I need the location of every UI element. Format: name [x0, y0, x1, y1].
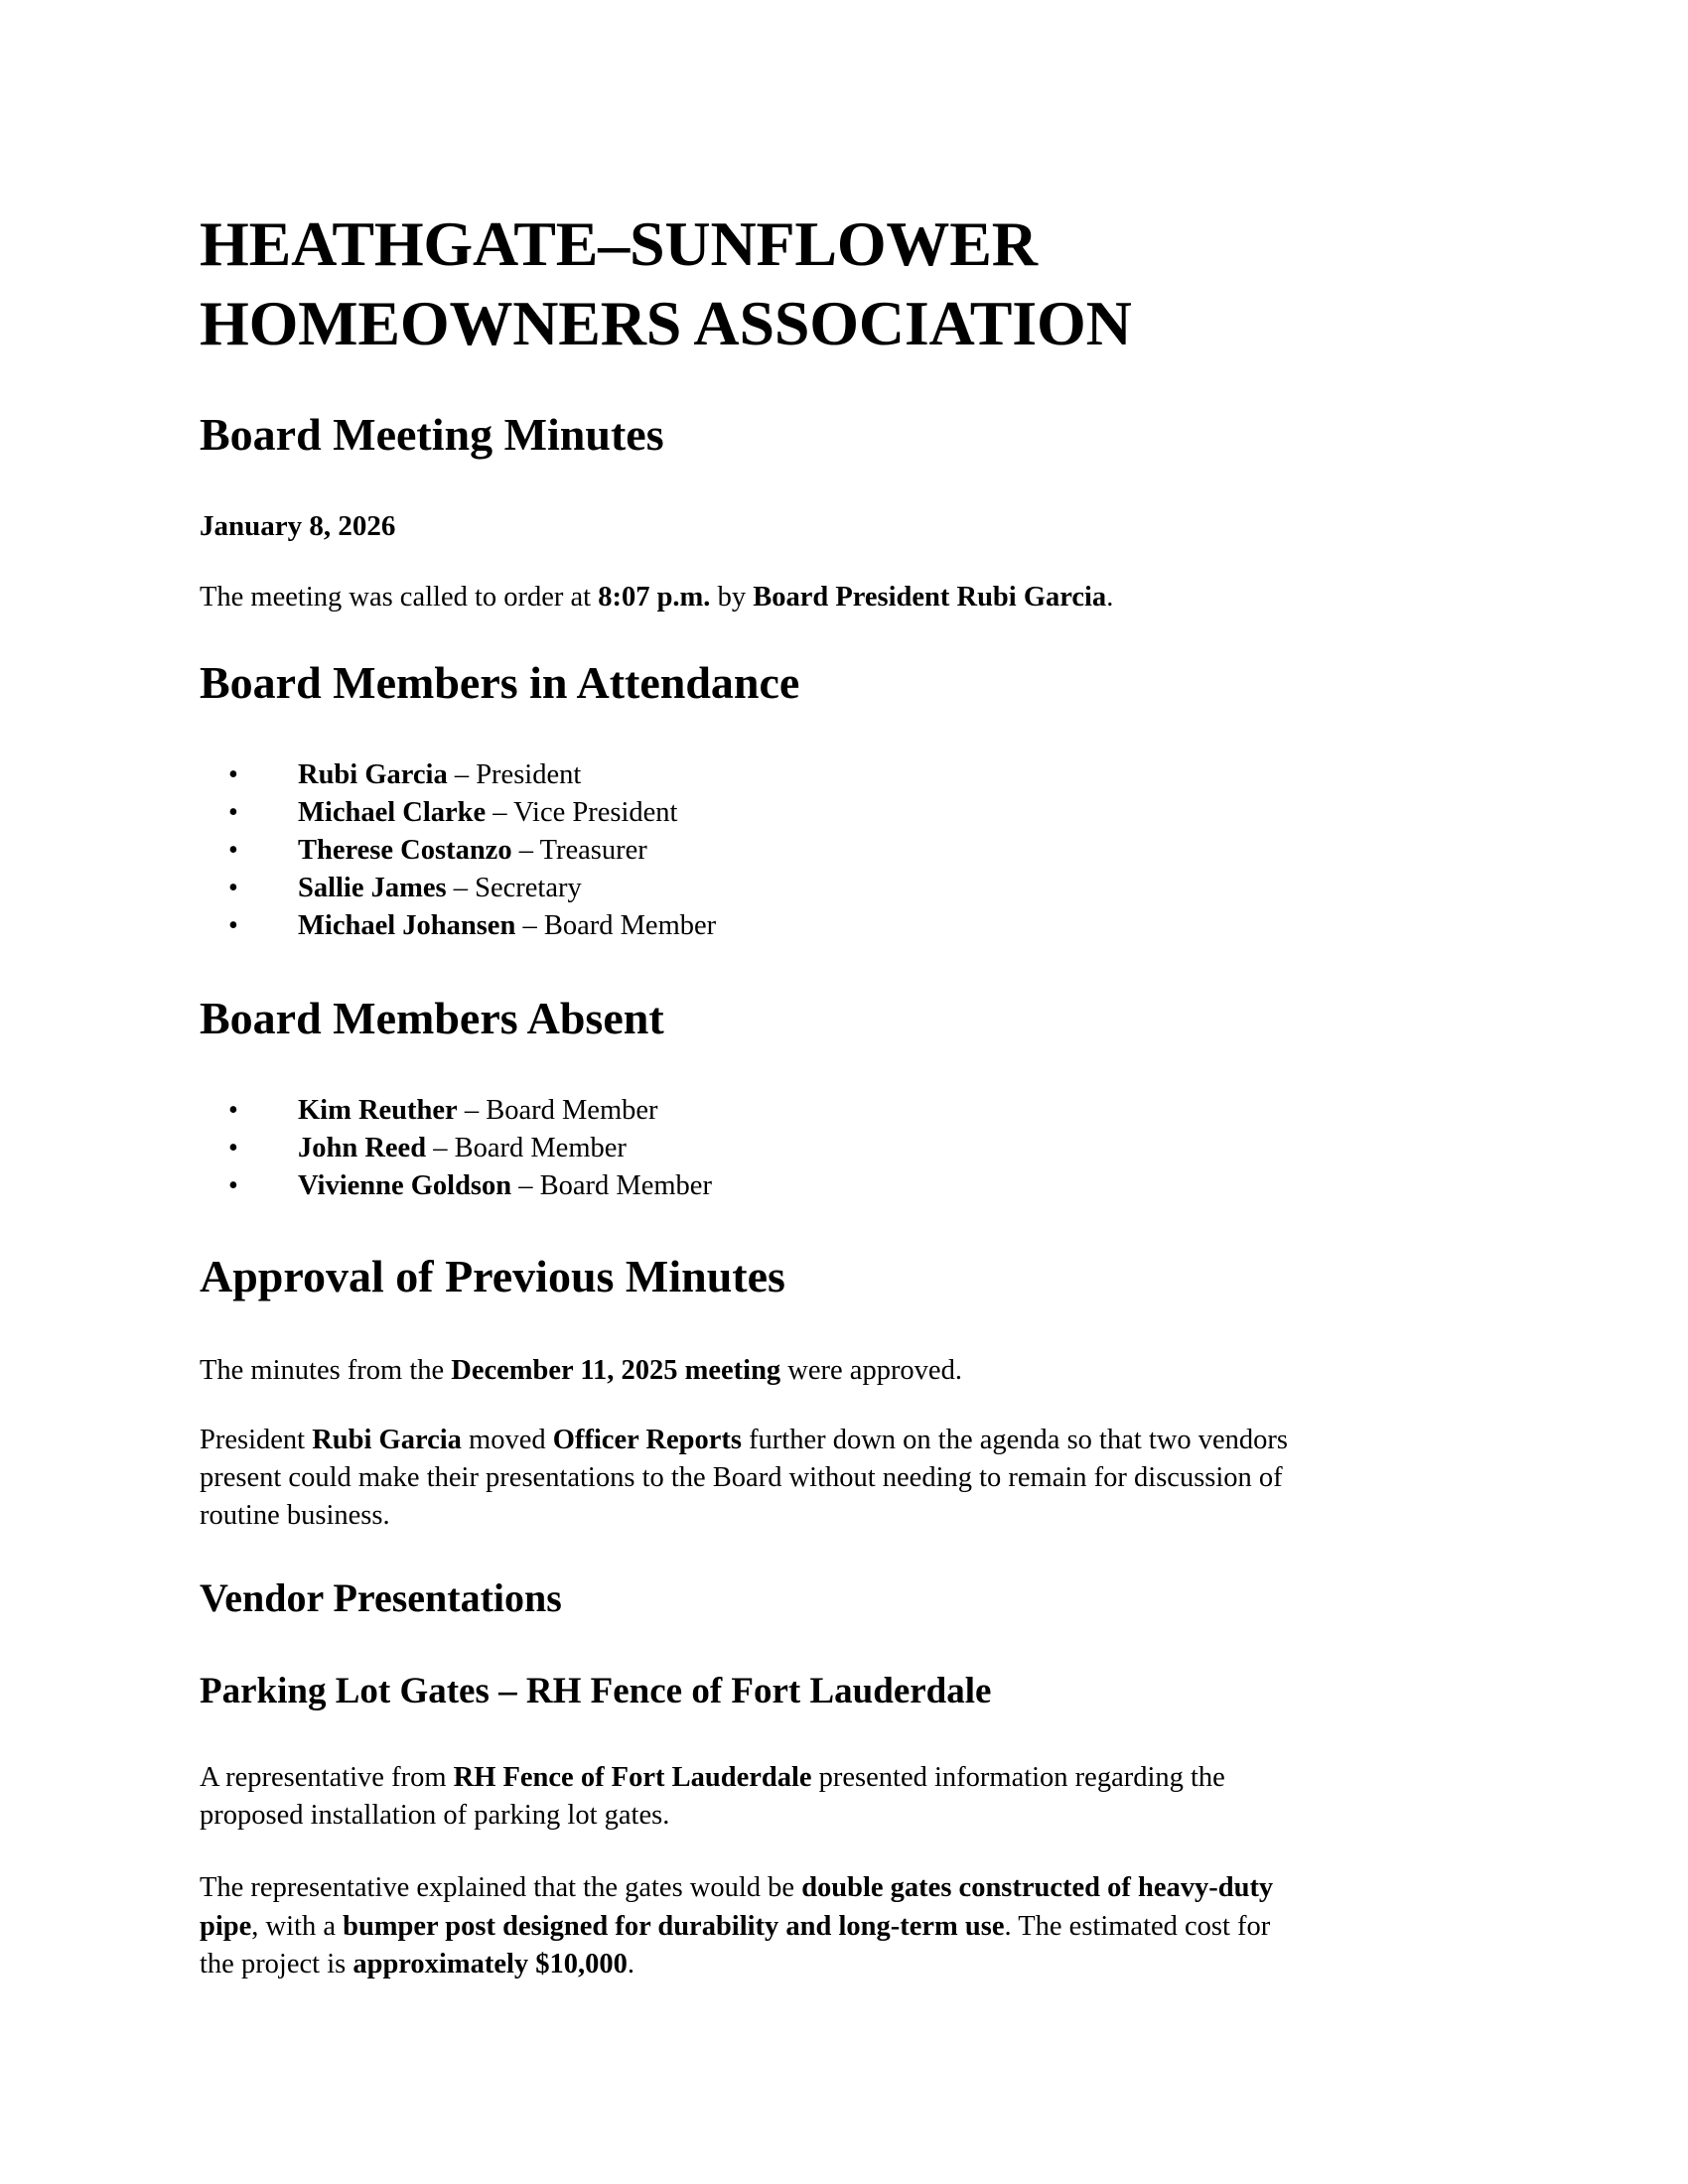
paragraph-line [200, 1913, 1270, 1942]
text-run: moved [461, 1425, 553, 1455]
paragraph-line [200, 1427, 1288, 1455]
text-run: , with a [251, 1911, 344, 1942]
member-name: John Reed [298, 1133, 427, 1163]
text-run-bold: Rubi Garcia [312, 1425, 462, 1455]
bullet-icon: • [228, 797, 238, 828]
member-name: Michael Clarke [298, 797, 487, 828]
call-to-order-by: Board President Rubi Garcia [753, 582, 1107, 613]
text-run-bold: double gates constructed of heavy-duty [801, 1872, 1274, 1903]
bullet-icon: • [228, 1170, 238, 1201]
text-run: further down on the agenda so that two vendors [741, 1425, 1289, 1455]
text-run: were approved. [780, 1355, 962, 1386]
member-name: Kim Reuther [298, 1095, 458, 1126]
paragraph-line [200, 1874, 1273, 1903]
member-name: Michael Johansen [298, 910, 516, 941]
bullet-icon: • [228, 759, 238, 790]
text-run: The representative explained that the gates would be [200, 1872, 802, 1903]
section-heading-approval: Approval of Previous Minutes [200, 1251, 785, 1301]
paragraph-line: present could make their presentations to the Board without needing to remain for discussion of [200, 1462, 1283, 1493]
call-to-order-time: 8:07 p.m. [598, 582, 711, 613]
previous-meeting-date: December 11, 2025 meeting [451, 1355, 781, 1386]
paragraph-line: routine business. [200, 1500, 390, 1531]
section-heading-vendors: Vendor Presentations [200, 1575, 562, 1620]
member-role: – President [447, 759, 582, 790]
paragraph-line [200, 1764, 1225, 1793]
text-run: the project is [200, 1949, 353, 1979]
call-to-order-text [200, 584, 1113, 613]
text-run-bold: bumper post designed for durability and long-term use [343, 1911, 1005, 1942]
bullet-icon: • [228, 873, 238, 903]
member-role: – Board Member [426, 1133, 627, 1163]
section-heading-minutes: Board Meeting Minutes [200, 409, 664, 460]
minutes-approved-text [200, 1357, 962, 1386]
text-run: A representative from [200, 1762, 454, 1793]
call-to-order-post: . [1106, 582, 1114, 613]
bullet-icon: • [228, 1133, 238, 1163]
member-role: – Vice President [486, 797, 678, 828]
member-role: – Board Member [515, 910, 717, 941]
call-to-order-mid: by [710, 582, 754, 613]
estimated-cost: approximately $10,000 [352, 1949, 628, 1979]
member-name: Therese Costanzo [298, 835, 512, 866]
text-run: . [627, 1949, 635, 1979]
section-heading-attendance: Board Members in Attendance [200, 657, 800, 708]
text-run: presented information regarding the [811, 1762, 1225, 1793]
subsection-heading-parking-gates: Parking Lot Gates – RH Fence of Fort Lauderdale [200, 1671, 992, 1711]
bullet-icon: • [228, 835, 238, 866]
member-role: – Secretary [446, 873, 582, 903]
paragraph-line [200, 1951, 634, 1979]
document-title-line-2: HOMEOWNERS ASSOCIATION [200, 288, 1132, 358]
member-role: – Board Member [457, 1095, 658, 1126]
vendor-name: RH Fence of Fort Lauderdale [453, 1762, 812, 1793]
member-role: – Treasurer [511, 835, 647, 866]
paragraph-line: proposed installation of parking lot gates. [200, 1800, 670, 1831]
bullet-icon: • [228, 1095, 238, 1126]
text-run: The minutes from the [200, 1355, 452, 1386]
section-heading-absent: Board Members Absent [200, 993, 664, 1043]
text-run: President [200, 1425, 313, 1455]
text-run-bold: Officer Reports [552, 1425, 742, 1455]
bullet-icon: • [228, 910, 238, 941]
member-name: Vivienne Goldson [298, 1170, 512, 1201]
text-run-bold: pipe [200, 1911, 252, 1942]
member-name: Rubi Garcia [298, 759, 448, 790]
call-to-order-pre: The meeting was called to order at [200, 582, 599, 613]
text-run: . The estimated cost for [1004, 1911, 1271, 1942]
member-name: Sallie James [298, 873, 447, 903]
meeting-date: January 8, 2026 [200, 510, 396, 542]
member-role: – Board Member [511, 1170, 712, 1201]
document-title-line-1: HEATHGATE–SUNFLOWER [200, 208, 1038, 279]
